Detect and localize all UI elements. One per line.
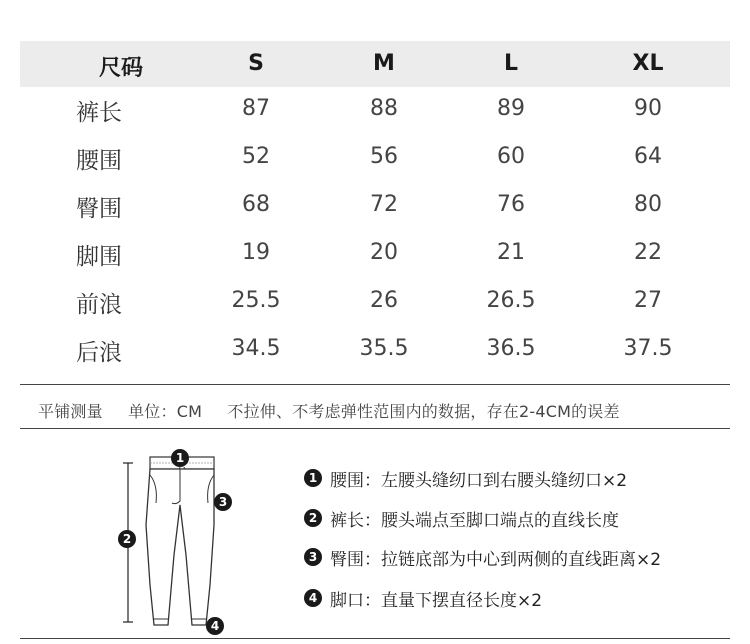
legend-item-length	[304, 506, 619, 530]
legend-marker: 3	[304, 548, 322, 566]
legend-text: 裤长：腰头端点至脚口端点的直线长度	[330, 510, 619, 531]
cell-l: 26.5	[486, 288, 536, 313]
legend-marker: 4	[304, 589, 322, 607]
legend-text: 脚口：直量下摆直径长度×2	[330, 590, 543, 611]
divider-footer	[20, 638, 730, 639]
row-label: 脚围	[76, 244, 122, 270]
divider-bottom	[20, 428, 730, 429]
cell-m: 72	[370, 192, 398, 217]
legend-item-waist	[304, 466, 627, 490]
cell-l: 60	[497, 144, 525, 169]
cell-l: 76	[497, 192, 525, 217]
cell-l: 21	[497, 240, 525, 265]
cell-m: 20	[370, 240, 398, 265]
legend-item-hip	[304, 545, 661, 569]
cell-xl: 37.5	[623, 336, 673, 361]
cell-xl: 64	[634, 144, 662, 169]
marker-2: 2	[118, 530, 136, 548]
measurement-note	[38, 399, 640, 422]
cell-s: 87	[242, 96, 270, 121]
cell-m: 56	[370, 144, 398, 169]
table-header-row	[20, 41, 730, 87]
note-disclaimer: 不拉伸、不考虑弹性范围内的数据，存在2-4CM的误差	[227, 402, 620, 421]
cell-m: 88	[370, 96, 398, 121]
note-unit: 单位：CM	[128, 402, 203, 421]
legend-marker: 1	[304, 469, 322, 487]
table-row	[0, 92, 750, 140]
table-row	[0, 332, 750, 380]
header-s: S	[248, 51, 264, 76]
table-row	[0, 140, 750, 188]
cell-m: 35.5	[359, 336, 409, 361]
table-row	[0, 284, 750, 332]
legend-item-cuff	[304, 586, 542, 610]
legend-marker: 2	[304, 509, 322, 527]
cell-l: 36.5	[486, 336, 536, 361]
note-method: 平铺测量	[38, 402, 103, 421]
cell-m: 26	[370, 288, 398, 313]
legend-text: 臀围：拉链底部为中心到两侧的直线距离×2	[330, 549, 662, 570]
cell-s: 52	[242, 144, 270, 169]
row-label: 臀围	[76, 196, 122, 222]
divider-top	[20, 384, 730, 385]
table-row	[0, 188, 750, 236]
cell-xl: 80	[634, 192, 662, 217]
cell-xl: 27	[634, 288, 662, 313]
marker-1: 1	[171, 449, 189, 467]
cell-xl: 22	[634, 240, 662, 265]
cell-s: 34.5	[231, 336, 281, 361]
row-label: 裤长	[76, 100, 122, 126]
row-label: 前浪	[76, 292, 122, 318]
header-xl: XL	[632, 51, 664, 76]
cell-s: 68	[242, 192, 270, 217]
row-label: 腰围	[76, 148, 122, 174]
legend-text: 腰围：左腰头缝纫口到右腰头缝纫口×2	[330, 470, 628, 491]
cell-xl: 90	[634, 96, 662, 121]
header-m: M	[373, 51, 395, 76]
table-row	[0, 236, 750, 284]
header-size-label: 尺码	[99, 56, 144, 81]
trousers-diagram	[110, 445, 240, 640]
marker-3: 3	[214, 493, 232, 511]
cell-s: 25.5	[231, 288, 281, 313]
row-label: 后浪	[76, 340, 122, 366]
cell-l: 89	[497, 96, 525, 121]
marker-4: 4	[206, 617, 224, 635]
header-l: L	[503, 51, 519, 76]
cell-s: 19	[242, 240, 270, 265]
